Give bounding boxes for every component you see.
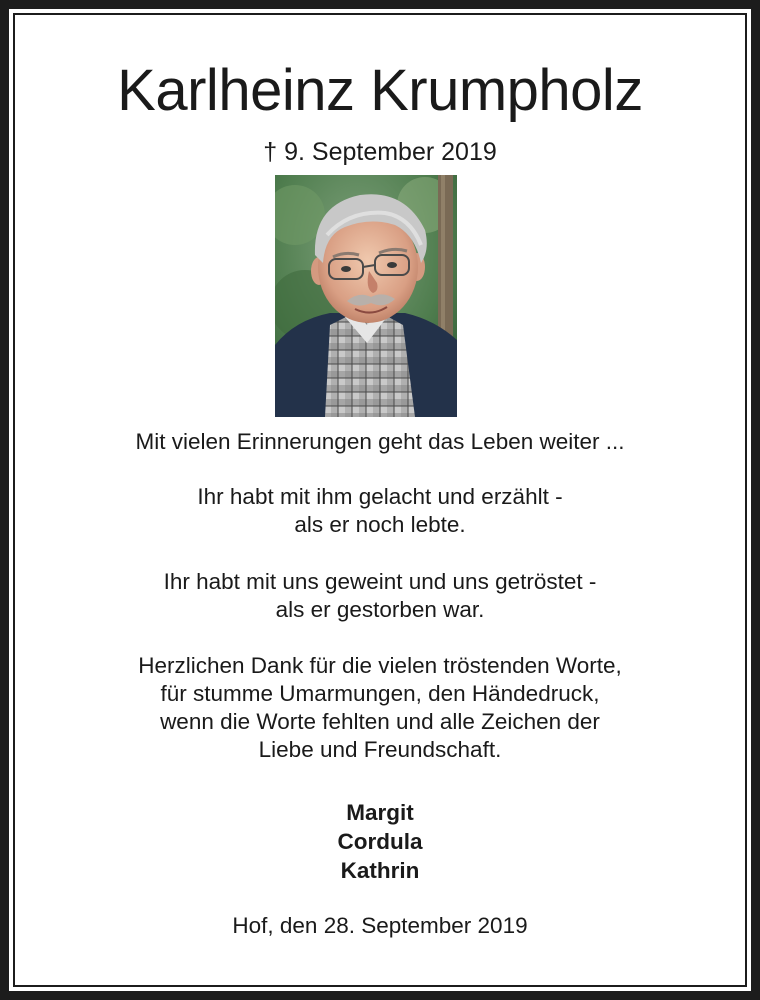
obituary-notice (15, 15, 745, 985)
paragraph-line: Herzlichen Dank für die vielen tröstenden Worte, (138, 653, 622, 678)
signer-name: Cordula (337, 829, 423, 854)
paragraph-line: Liebe und Freundschaft. (258, 737, 502, 762)
place-and-date: Hof, den 28. September 2019 (232, 913, 528, 938)
portrait-photo (275, 175, 457, 417)
death-date: † 9. September 2019 (263, 138, 497, 166)
paragraph-line: Ihr habt mit uns geweint und uns getröstet - (163, 569, 597, 594)
paragraph-line: Ihr habt mit ihm gelacht und erzählt - (197, 484, 563, 509)
signer-name: Margit (346, 800, 414, 825)
paragraph-line: für stumme Umarmungen, den Händedruck, (160, 681, 600, 706)
motto: Mit vielen Erinnerungen geht das Leben weiter ... (135, 429, 625, 454)
paragraph-line: als er noch lebte. (294, 512, 466, 537)
thanks-paragraph-3 (15, 652, 745, 764)
signers (15, 798, 745, 885)
paragraph-line: wenn die Worte fehlten und alle Zeichen der (160, 709, 600, 734)
signer-name: Kathrin (340, 858, 420, 883)
thanks-paragraph-2 (15, 568, 745, 624)
thanks-paragraph-1 (15, 483, 745, 539)
deceased-name: Karlheinz Krumpholz (117, 58, 643, 123)
paragraph-line: als er gestorben war. (275, 597, 485, 622)
